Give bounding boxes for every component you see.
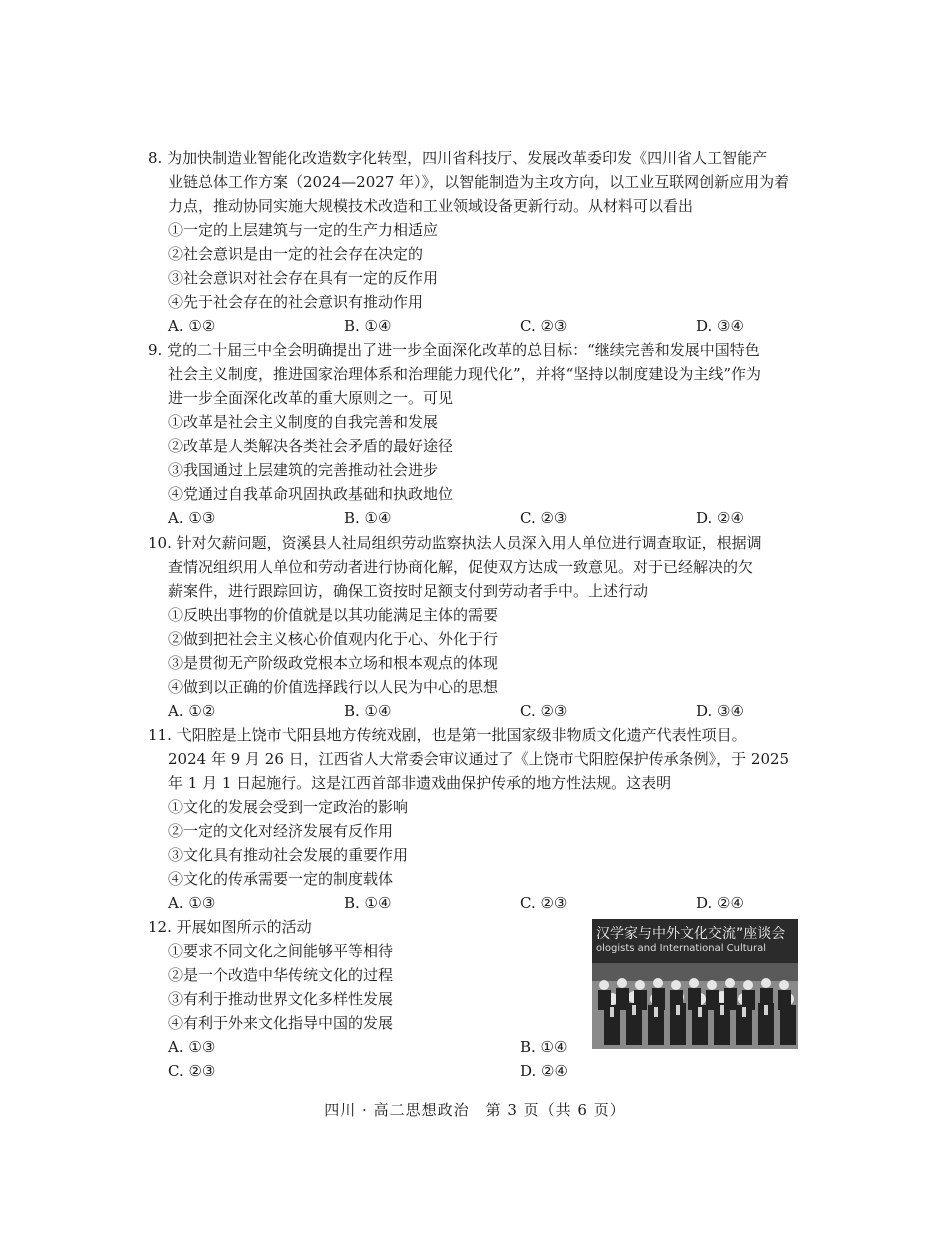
question-stem-line: 11. 弋阳腔是上饶市弋阳县地方传统戏剧，也是第一批国家级非物质文化遗产代表性项目。 — [148, 726, 747, 744]
question-option: ②社会意识是由一定的社会存在决定的 — [168, 245, 424, 263]
answer-choice-d: D. ②④ — [520, 1062, 568, 1080]
question-option: ①要求不同文化之间能够平等相待 — [168, 942, 394, 960]
question-stem-line: 查情况组织用人单位和劳动者进行协商化解，促使双方达成一致意见。对于已经解决的欠 — [168, 558, 754, 576]
answer-choice-c: C. ②③ — [520, 894, 568, 912]
answer-choice-b: B. ①④ — [344, 317, 392, 335]
question-option: ④做到以正确的价值选择践行以人民为中心的思想 — [168, 678, 499, 696]
question-stem-line: 12. 开展如图所示的活动 — [148, 918, 312, 936]
answer-choice-d: D. ③④ — [696, 317, 744, 335]
question-9 — [148, 338, 808, 530]
answer-choice-a: A. ①③ — [168, 509, 216, 527]
question-option: ③社会意识对社会存在具有一定的反作用 — [168, 269, 439, 287]
answer-choice-d: D. ②④ — [696, 894, 744, 912]
question-stem-line: 10. 针对欠薪问题，资溪县人社局组织劳动监察执法人员深入用人单位进行调查取证，根据调 — [148, 534, 762, 552]
question-option: ①反映出事物的价值就是以其功能满足主体的需要 — [168, 606, 499, 624]
answer-choices — [148, 699, 808, 723]
question-option: ④先于社会存在的社会意识有推动作用 — [168, 293, 424, 311]
question-stem-line: 2024 年 9 月 26 日，江西省人大常委会审议通过了《上饶市弋阳腔保护传承条例》，于 2025 — [168, 750, 790, 768]
photo-banner-subtext: ologists and International Cultural — [596, 943, 767, 954]
question-stem-line: 9. 党的二十届三中全会明确提出了进一步全面深化改革的总目标：“继续完善和发展中国特色 — [148, 341, 760, 359]
question-option: ③文化具有推动社会发展的重要作用 — [168, 846, 409, 864]
question-option: ②改革是人类解决各类社会矛盾的最好途径 — [168, 437, 454, 455]
question-option: ③是贯彻无产阶级政党根本立场和根本观点的体现 — [168, 654, 499, 672]
answer-choice-a: A. ①③ — [168, 1038, 216, 1056]
answer-choices — [148, 506, 808, 530]
answer-choice-a: A. ①② — [168, 702, 216, 720]
question-option: ①文化的发展会受到一定政治的影响 — [168, 798, 409, 816]
question-option: ④有利于外来文化指导中国的发展 — [168, 1014, 394, 1032]
answer-choice-b: B. ①④ — [344, 702, 392, 720]
question-8 — [148, 146, 808, 338]
question-option: ③有利于推动世界文化多样性发展 — [168, 990, 394, 1008]
question-option: ②是一个改造中华传统文化的过程 — [168, 966, 394, 984]
question-stem-line: 薪案件，进行跟踪回访，确保工资按时足额支付到劳动者手中。上述行动 — [168, 582, 649, 600]
activity-photo — [592, 919, 798, 1049]
answer-choices — [148, 314, 808, 338]
question-option: ②做到把社会主义核心价值观内化于心、外化于行 — [168, 630, 499, 648]
answer-choice-c: C. ②③ — [520, 702, 568, 720]
question-option: ②一定的文化对经济发展有反作用 — [168, 822, 394, 840]
group-photo-crowd — [592, 963, 798, 1049]
answer-choice-a: A. ①② — [168, 317, 216, 335]
question-stem-line: 8. 为加快制造业智能化改造数字化转型，四川省科技厅、发展改革委印发《四川省人工智能产 — [148, 149, 768, 167]
question-option: ①改革是社会主义制度的自我完善和发展 — [168, 413, 439, 431]
photo-banner — [592, 919, 798, 963]
answer-choice-c: C. ②③ — [520, 317, 568, 335]
answer-choice-b: B. ①④ — [520, 1038, 568, 1056]
answer-choice-c: C. ②③ — [168, 1062, 216, 1080]
question-option: ④党通过自我革命巩固执政基础和执政地位 — [168, 485, 454, 503]
question-10 — [148, 531, 808, 723]
question-stem-line: 社会主义制度，推进国家治理体系和治理能力现代化”，并将“坚持以制度建设为主线”作为 — [168, 365, 762, 383]
answer-choice-b: B. ①④ — [344, 894, 392, 912]
answer-choice-d: D. ③④ — [696, 702, 744, 720]
answer-choice-d: D. ②④ — [696, 509, 744, 527]
page-footer: 四川 · 高二思想政治 第 3 页（共 6 页） — [324, 1101, 626, 1119]
answer-choice-a: A. ①③ — [168, 894, 216, 912]
question-11 — [148, 723, 808, 915]
question-option: ③我国通过上层建筑的完善推动社会进步 — [168, 461, 439, 479]
question-stem-line: 进一步全面深化改革的重大原则之一。可见 — [168, 389, 454, 407]
photo-banner-text: 汉学家与中外文化交流”座谈会 — [596, 926, 786, 942]
answer-choice-c: C. ②③ — [520, 509, 568, 527]
question-stem-line: 年 1 月 1 日起施行。这是江西首部非遗戏曲保护传承的地方性法规。这表明 — [168, 774, 672, 792]
question-option: ①一定的上层建筑与一定的生产力相适应 — [168, 221, 439, 239]
answer-choices — [148, 891, 808, 915]
question-stem-line: 力点，推动协同实施大规模技术改造和工业领域设备更新行动。从材料可以看出 — [168, 197, 694, 215]
answer-choices — [148, 1059, 808, 1083]
answer-choice-b: B. ①④ — [344, 509, 392, 527]
question-option: ④文化的传承需要一定的制度载体 — [168, 870, 394, 888]
question-stem-line: 业链总体工作方案（2024—2027 年）》，以智能制造为主攻方向，以工业互联网创新应用为着 — [168, 173, 790, 191]
